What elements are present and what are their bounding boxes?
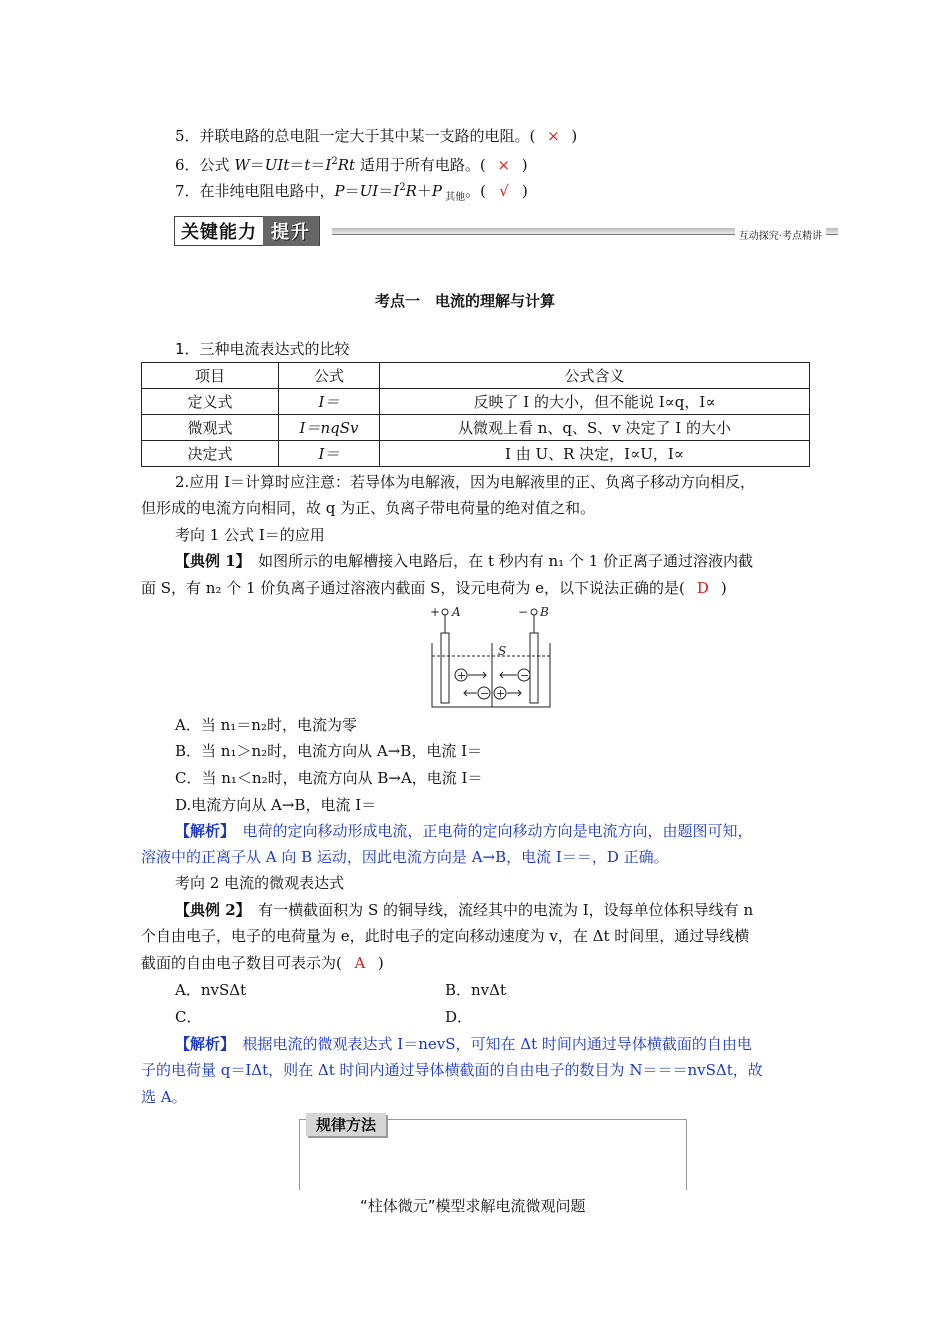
terminal-plus-label: + [430,605,441,619]
example2-close: ) [377,954,384,972]
judge-7-var: P [334,182,345,200]
judge-6-close: ) [521,156,528,174]
electrode-b [530,633,538,703]
judge-7-sup: 2 [399,182,406,193]
table-row [142,415,810,441]
judge-item-5 [175,126,577,146]
table-cell: 定义式 [142,389,279,415]
judge-6-post: 适用于所有电路。( [355,156,486,174]
table-cell: I＝ [279,441,380,467]
example1-text: 面 S，有 n₂ 个 1 价负离子通过溶液内截面 S，设元电荷为 e，以下说法正确的是( [141,579,685,597]
example1-option-c: C．当 n₁＜n₂时，电流方向从 B→A，电流 I＝ [175,769,483,787]
judge-7-pre: 7．在非纯电阻电路中， [175,182,335,200]
example2-option-a: A．nvSΔt [175,981,247,999]
judge-6-var: I [325,156,332,174]
method-tag: 规律方法 [306,1113,386,1136]
example2-analysis-line3: 选 A。 [141,1088,187,1106]
judge-7-eq: ＝ [378,182,394,200]
model-title: “柱体微元”模型求解电流微观问题 [360,1197,586,1215]
judge-6-var: Rt [337,156,356,174]
example2-option-c: C． [175,1008,202,1026]
label-b: B [540,605,549,619]
example1-option-a: A．当 n₁＝n₂时，电流为零 [175,716,357,734]
judge-6-answer: × [497,156,510,174]
analysis-text: 根据电流的微观表达式 I＝nevS，可知在 Δt 时间内通过导体横截面的自由电 [227,1035,752,1053]
direction2-heading: 考向 2 电流的微观表达式 [175,874,345,892]
example1-text: 如图所示的电解槽接入电路后，在 t 秒内有 n₁ 个 1 价正离子通过溶液内截 [243,552,754,570]
judge-7-eq: ＝ [344,182,360,200]
label-a: A [452,605,461,619]
judge-7-plus: ＋ [416,182,432,200]
example1-line2 [141,578,727,598]
point1-heading: 1．三种电流表达式的比较 [175,340,350,358]
table-header: 公式含义 [380,363,810,389]
example1-option-b: B．当 n₁＞n₂时，电流方向从 A→B，电流 I＝ [175,742,483,760]
section-banner [174,216,838,246]
banner-highlight: 提升 [263,216,319,246]
judge-5-num: 5． [175,127,200,145]
example2-option-b: B．nvΔt [445,981,507,999]
judge-item-6 [175,152,528,175]
judge-7-var: P [431,182,442,200]
table-cell: 反映了 I 的大小，但不能说 I∝q，I∝ [380,389,810,415]
judge-6-pre: 6．公式 [175,156,235,174]
example2-analysis-line2: 子的电荷量 q＝IΔt，则在 Δt 时间内通过导体横截面的自由电子的数目为 N＝＝＝nvSΔt，故 [141,1061,763,1079]
banner-title: 关键能力 [181,222,257,243]
example2-line3 [141,953,384,973]
terminal-minus-label: − [518,605,529,619]
judge-6-var: W [234,156,250,174]
table-row [142,441,810,467]
example1-close: ) [720,579,727,597]
judge-7-post: 。( [465,182,487,200]
judge-item-7 [175,178,528,208]
negative-ion-sign: − [480,687,490,700]
terminal-a [442,609,448,615]
comparison-table [141,362,810,467]
example2-answer: A [354,954,366,972]
analysis-label: 【解析】 [175,1035,228,1053]
example2-label: 【典例 2】 [175,901,244,919]
example2-text: 有一横截面积为 S 的铜导线，流经其中的电流为 I，设每单位体积导线有 n [243,901,754,919]
judge-7-sub: 其他 [441,192,466,203]
negative-ion-sign: − [520,669,530,682]
tank [432,643,550,707]
table-cell: 从微观上看 n、q、S、v 决定了 I 的大小 [380,415,810,441]
example1-line1 [175,551,753,571]
example1-label: 【典例 1】 [175,552,244,570]
analysis-text: 电荷的定向移动形成电流，正电荷的定向移动方向是电流方向，由题图可知， [227,822,753,840]
banner-subtitle: 互动探究·考点精讲 [735,227,826,242]
label-s: S [498,644,507,658]
terminal-b [531,609,537,615]
analysis-label: 【解析】 [175,822,228,840]
judge-6-eq: ＝ [289,156,305,174]
judge-7-var: R [405,182,417,200]
example1-answer: D [696,579,709,597]
positive-ion-sign: + [457,669,467,682]
banner-title-box [174,216,320,246]
example2-line1 [175,900,753,920]
judge-6-var: UIt [264,156,290,174]
table-row [142,389,810,415]
judge-7-var: I [393,182,400,200]
example2-analysis-line1 [175,1034,752,1054]
judge-6-eq: ＝ [310,156,326,174]
judge-6-eq: ＝ [249,156,265,174]
table-header-row [142,363,810,389]
example1-analysis-line1 [175,821,753,841]
electrode-a [441,633,449,703]
example2-option-d: D． [445,1008,473,1026]
section-title: 考点一 电流的理解与计算 [375,292,556,310]
judge-6-var: t [304,156,311,174]
judge-5-answer: × [547,127,560,145]
table-header: 公式 [279,363,380,389]
positive-ion-sign: + [496,687,506,700]
judge-6-sup: 2 [331,156,338,167]
judge-7-var: UI [359,182,379,200]
example1-analysis-line2: 溶液中的正离子从 A 向 B 运动，因此电流方向是 A→B，电流 I＝＝，D 正确。 [141,848,669,866]
point2-line1: 2.应用 I＝计算时应注意：若导体为电解液，因为电解液里的正、负离子移动方向相反， [175,473,756,491]
example2-text: 截面的自由电子数目可表示为( [141,954,342,972]
table-cell: 决定式 [142,441,279,467]
table-header: 项目 [142,363,279,389]
judge-5-text: 并联电路的总电阻一定大于其中某一支路的电阻。( [199,127,536,145]
example2-line2: 个自由电子，电子的电荷量为 e，此时电子的定向移动速度为 v，在 Δt 时间里，通过导线横 [141,927,750,945]
table-cell: I＝ [279,389,380,415]
judge-7-answer: √ [499,182,509,200]
point2-line2: 但形成的电流方向相同，故 q 为正、负离子带电荷量的绝对值之和。 [141,499,596,517]
table-cell: I 由 U、R 决定，I∝U，I∝ [380,441,810,467]
judge-7-close: ) [522,182,528,200]
electrolytic-cell-figure [428,603,558,711]
direction1-heading: 考向 1 公式 I＝的应用 [175,526,325,544]
judge-5-close: ) [571,127,578,145]
table-cell: I＝nqSv [279,415,380,441]
table-cell: 微观式 [142,415,279,441]
example1-option-d: D.电流方向从 A→B，电流 I＝ [175,796,377,814]
